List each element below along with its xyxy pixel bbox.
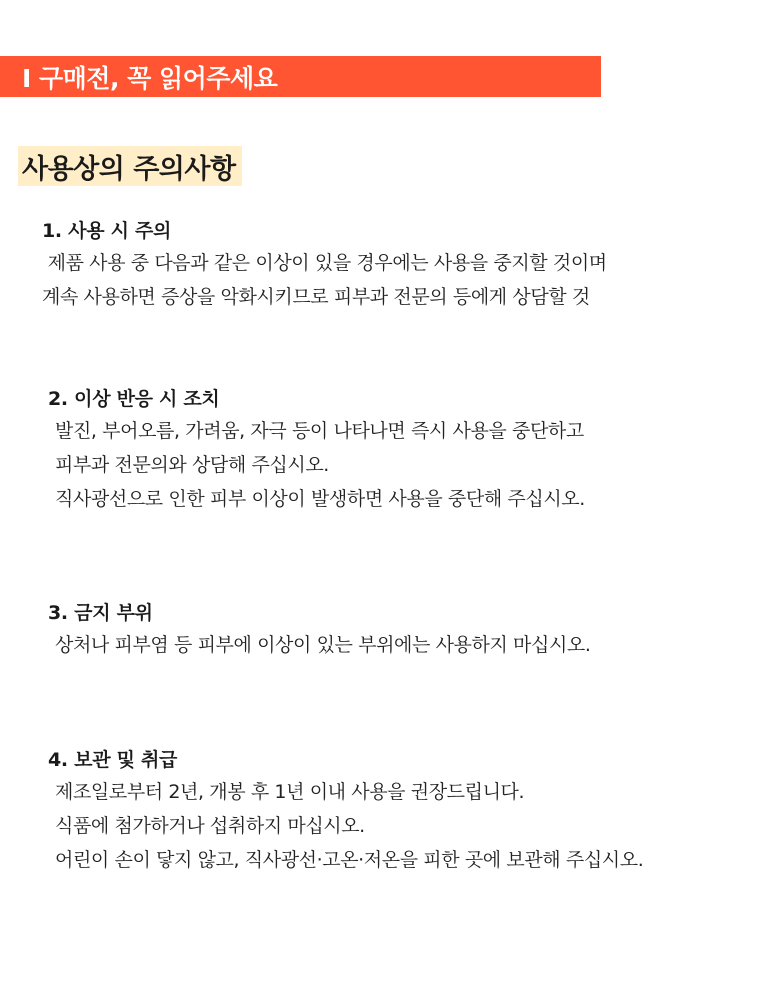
item-heading: 3. 금지 부위 [48,602,153,624]
item-line: 피부과 전문의와 상담해 주십시오. [55,454,329,476]
caution-item-usage [42,216,607,314]
item-line: 발진, 부어오름, 가려움, 자극 등이 나타나면 즉시 사용을 중단하고 [55,420,584,442]
item-line: 식품에 첨가하거나 섭취하지 마십시오. [55,815,365,837]
item-heading: 2. 이상 반응 시 조치 [48,388,220,410]
item-line: 제조일로부터 2년, 개봉 후 1년 이내 사용을 권장드립니다. [55,781,525,803]
item-body [48,628,591,662]
item-line: 직사광선으로 인한 피부 이상이 발생하면 사용을 중단해 주십시오. [55,488,585,510]
caution-item-restricted-area [48,598,591,662]
item-line: 계속 사용하면 증상을 악화시키므로 피부과 전문의 등에게 상담할 것 [42,286,590,308]
banner-title: I 구매전, 꼭 읽어주세요 [22,63,278,93]
item-heading: 1. 사용 시 주의 [42,220,172,242]
item-heading: 4. 보관 및 취급 [48,749,178,771]
notice-banner [0,56,601,97]
item-body [48,775,643,877]
item-line: 어린이 손이 닿지 않고, 직사광선·고온·저온을 피한 곳에 보관해 주십시오. [55,849,644,871]
section-title: 사용상의 주의사항 [18,146,242,186]
item-body [48,414,585,516]
caution-item-storage [48,745,643,877]
item-line: 상처나 피부염 등 피부에 이상이 있는 부위에는 사용하지 마십시오. [55,634,591,656]
caution-item-reaction [48,384,585,516]
item-line: 제품 사용 중 다음과 같은 이상이 있을 경우에는 사용을 중지할 것이며 [42,252,607,274]
